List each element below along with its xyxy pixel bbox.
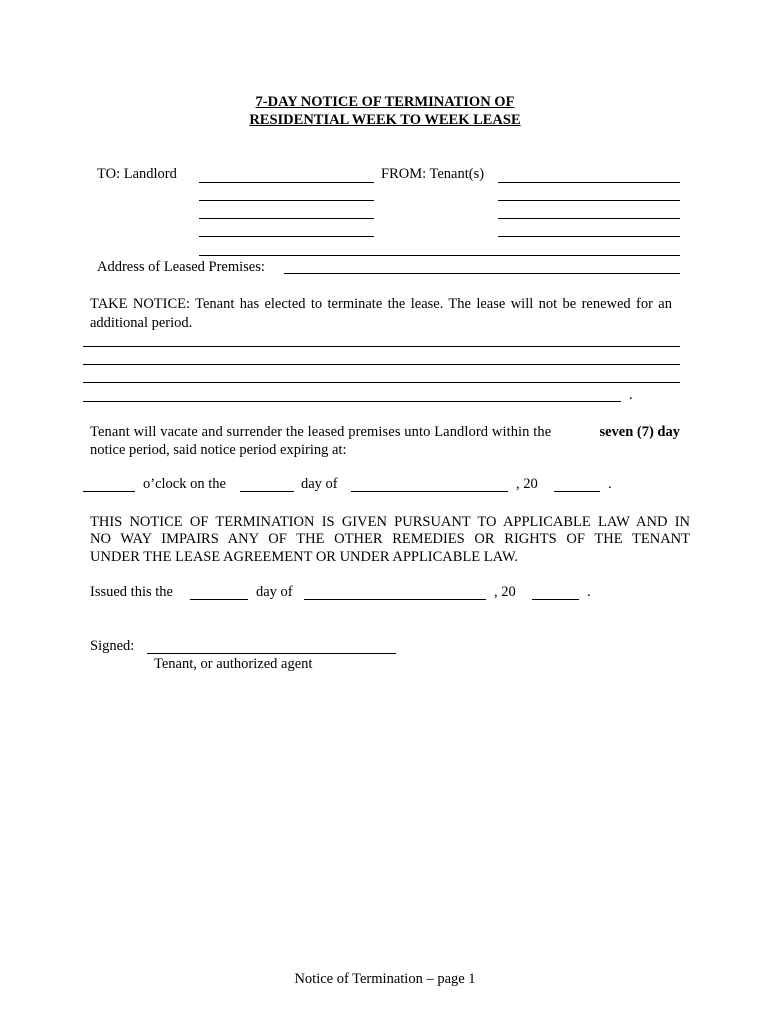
issued-label: Issued this the [90, 584, 173, 600]
take-notice-line-1: TAKE NOTICE: Tenant has elected to terminate the lease. The lease will not be renewed for an [90, 296, 672, 312]
issued-day-field[interactable] [190, 599, 248, 600]
signature-caption: Tenant, or authorized agent [154, 656, 313, 672]
tenant-line-1[interactable] [498, 182, 680, 183]
tenant-line-3[interactable] [498, 218, 680, 219]
landlord-line-4[interactable] [199, 236, 374, 237]
vacate-line-1 [90, 423, 680, 441]
document-title-line-2: RESIDENTIAL WEEK TO WEEK LEASE [249, 112, 521, 128]
expiry-day-of-label: day of [301, 476, 338, 492]
document-title-line-1: 7-DAY NOTICE OF TERMINATION OF [255, 94, 515, 110]
take-notice-line-2: additional period. [90, 315, 193, 331]
page-footer: Notice of Termination – page 1 [294, 971, 476, 987]
expiry-month-field[interactable] [351, 491, 508, 492]
notice-detail-period: . [629, 387, 633, 403]
from-tenant-label: FROM: Tenant(s) [381, 166, 485, 182]
issued-month-field[interactable] [304, 599, 486, 600]
address-line[interactable] [284, 273, 680, 274]
issued-day-of-label: day of [256, 584, 293, 600]
expiry-year-field[interactable] [554, 491, 600, 492]
issued-year-prefix: , 20 [494, 584, 516, 600]
legal-line-3: UNDER THE LEASE AGREEMENT OR UNDER APPLICABLE LAW. [90, 549, 518, 565]
signed-label: Signed: [90, 638, 135, 654]
notice-detail-line-3[interactable] [83, 382, 680, 383]
notice-detail-line-4[interactable] [83, 401, 621, 402]
notice-detail-line-2[interactable] [83, 364, 680, 365]
expiry-hour-field[interactable] [83, 491, 135, 492]
tenant-line-2[interactable] [498, 200, 680, 201]
notice-detail-line-1[interactable] [83, 346, 680, 347]
to-landlord-label: TO: Landlord [97, 166, 177, 182]
issued-period: . [587, 584, 591, 600]
vacate-seven-day: seven (7) day [599, 424, 680, 440]
landlord-line-1[interactable] [199, 182, 374, 183]
landlord-line-2[interactable] [199, 200, 374, 201]
legal-line-2: NO WAY IMPAIRS ANY OF THE OTHER REMEDIES OR RIGHTS OF THE TENANT [90, 531, 690, 547]
signature-line[interactable] [147, 653, 396, 654]
address-line-upper[interactable] [199, 255, 680, 256]
vacate-line-2: notice period, said notice period expiring at: [90, 442, 347, 458]
vacate-text: Tenant will vacate and surrender the leased premises unto Landlord within the [90, 424, 552, 440]
tenant-line-4[interactable] [498, 236, 680, 237]
legal-line-1: THIS NOTICE OF TERMINATION IS GIVEN PURSUANT TO APPLICABLE LAW AND IN [90, 514, 690, 530]
address-label: Address of Leased Premises: [97, 259, 265, 275]
expiry-day-field[interactable] [240, 491, 294, 492]
expiry-year-prefix: , 20 [516, 476, 538, 492]
expiry-oclock-label: o’clock on the [143, 476, 226, 492]
expiry-period: . [608, 476, 612, 492]
landlord-line-3[interactable] [199, 218, 374, 219]
issued-year-field[interactable] [532, 599, 579, 600]
